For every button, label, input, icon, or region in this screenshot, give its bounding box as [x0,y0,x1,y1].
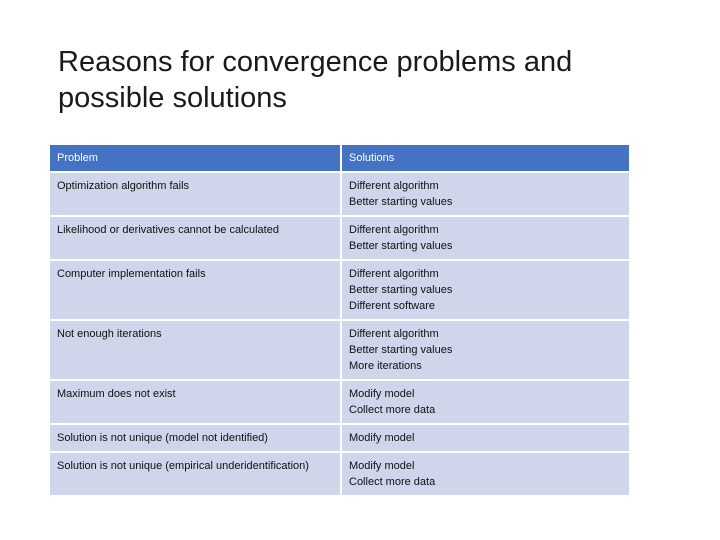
solution-item: Different software [349,300,436,312]
table-row [50,381,629,423]
solution-item: Better starting values [349,344,453,356]
table-row [50,453,629,495]
solutions-cell [342,217,629,259]
header-problem: Problem [50,145,342,171]
solutions-cell [342,261,629,319]
problem-cell: Computer implementation fails [50,261,342,319]
header-solutions: Solutions [342,145,629,171]
solution-item: Different algorithm [349,328,439,340]
solution-item: Different algorithm [349,224,439,236]
solution-item: Better starting values [349,240,453,252]
solution-item: Better starting values [349,284,453,296]
solution-item: Modify model [349,460,415,472]
problem-cell: Maximum does not exist [50,381,342,423]
solution-item: Different algorithm [349,180,439,192]
problem-cell: Likelihood or derivatives cannot be calculated [50,217,342,259]
problems-solutions-table [50,143,629,497]
table-row [50,321,629,379]
solutions-cell [342,453,629,495]
solution-item: Better starting values [349,196,453,208]
problem-cell: Solution is not unique (empirical underidentification) [50,453,342,495]
solutions-cell [342,425,629,451]
table-row [50,261,629,319]
slide-title: Reasons for convergence problems and possible solutions [58,46,573,114]
solution-item: Collect more data [349,404,436,416]
table-row [50,425,629,451]
problem-cell: Solution is not unique (model not identified) [50,425,342,451]
solution-item: More iterations [349,360,422,372]
table-header-row [50,145,629,171]
table-row [50,173,629,215]
table-row [50,217,629,259]
problem-cell: Optimization algorithm fails [50,173,342,215]
solutions-cell [342,321,629,379]
solutions-cell [342,173,629,215]
solution-item: Modify model [349,432,415,444]
solutions-cell [342,381,629,423]
solution-item: Collect more data [349,476,436,488]
solution-item: Different algorithm [349,268,439,280]
problem-cell: Not enough iterations [50,321,342,379]
table-body [50,173,629,495]
solution-item: Modify model [349,388,415,400]
